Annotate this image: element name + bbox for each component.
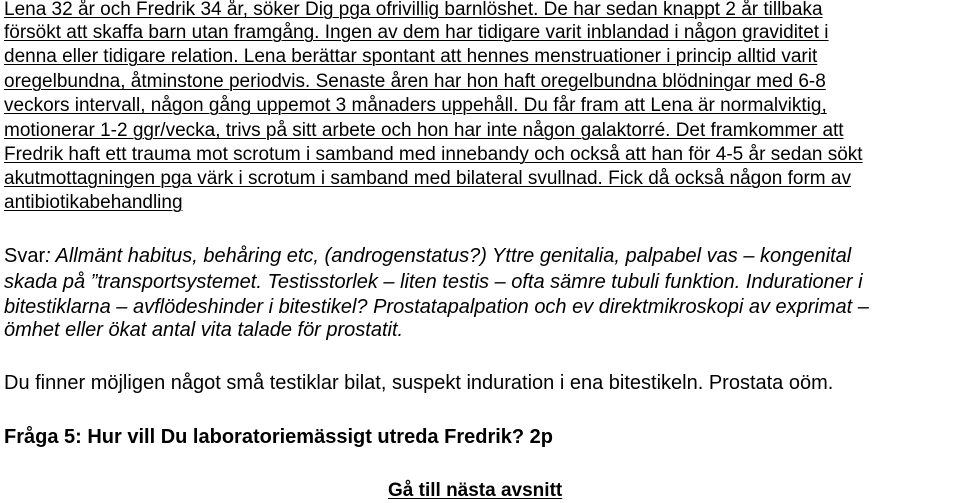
question-heading: Fråga 5: Hur vill Du laboratoriemässigt utreda Fredrik? 2p: [4, 426, 554, 448]
case-line: veckors intervall, någon gång uppemot 3 månaders uppehåll. Du får fram att Lena är normalviktig,: [4, 95, 827, 116]
next-section-link[interactable]: Gå till nästa avsnitt: [388, 480, 563, 501]
case-line: Lena 32 år och Fredrik 34 år, söker Dig pga ofrivillig barnlöshet. De har sedan knappt 2 år tillbaka: [4, 0, 823, 20]
finding-text: Du finner möjligen något små testiklar bilat, suspekt induration i ena bitestikeln. Prostata oöm.: [4, 372, 834, 394]
answer-line: ömhet eller ökat antal vita talade för prostatit.: [4, 319, 404, 341]
answer-line: skada på ”transportsystemet. Testisstorlek – liten testis – ofta sämre tubuli funktion. Indurationer i: [4, 271, 863, 293]
case-line: motionerar 1-2 ggr/vecka, trivs på sitt arbete och hon har inte någon galaktorré. Det framkommer att: [4, 120, 844, 141]
case-line: försökt att skaffa barn utan framgång. Ingen av dem har tidigare varit inblandad i någon graviditet i: [4, 22, 829, 43]
case-line: Fredrik haft ett trauma mot scrotum i samband med innebandy och också att han för 4-5 år sedan sökt: [4, 144, 863, 165]
case-line: denna eller tidigare relation. Lena berättar spontant att hennes menstruationer i princip alltid varit: [4, 46, 818, 67]
answer-first-line: [4, 244, 851, 268]
case-line: oregelbundna, åtminstone periodvis. Senaste åren har hon haft oregelbundna blödningar med 6-8: [4, 71, 826, 92]
answer-label: Svar: [4, 245, 46, 267]
answer-line: bitestiklarna – avflödeshinder i bitestikel? Prostatapalpation och ev direktmikroskopi av exprimat –: [4, 296, 869, 318]
answer-text: : Allmänt habitus, behåring etc, (androgenstatus?) Yttre genitalia, palpabel vas – kongenital: [45, 245, 852, 267]
case-line: antibiotikabehandling: [4, 192, 183, 213]
case-line: akutmottagningen pga värk i scrotum i samband med bilateral svullnad. Fick då också någon form av: [4, 168, 851, 189]
